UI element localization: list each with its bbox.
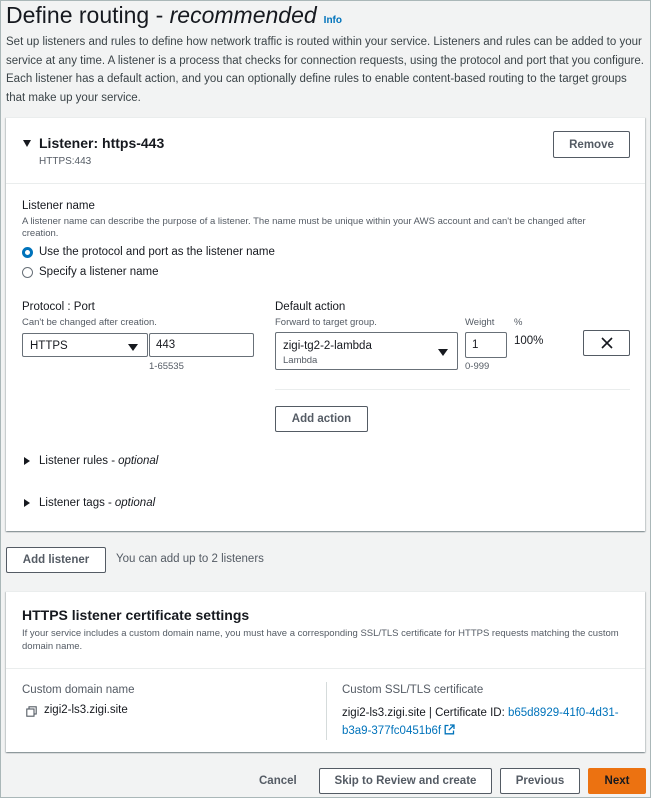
target-group-type: Lambda	[283, 355, 318, 366]
protocol-port-description: Can't be changed after creation.	[22, 317, 157, 328]
domain-value: zigi2-ls3.zigi.site	[44, 704, 128, 716]
remove-listener-button[interactable]: Remove	[553, 131, 630, 158]
radio-label: Specify a listener name	[39, 266, 159, 278]
certificate-divider	[6, 668, 645, 669]
certificate-title: HTTPS listener certificate settings	[22, 607, 250, 623]
caret-down-icon	[438, 349, 448, 356]
port-hint: 1-65535	[149, 361, 184, 372]
percent-label: %	[514, 317, 523, 328]
listener-title[interactable]: Listener: https-443	[39, 135, 165, 151]
percent-value: 100%	[514, 335, 544, 347]
certificate-panel	[6, 591, 645, 752]
info-link[interactable]: Info	[323, 15, 342, 26]
protocol-select[interactable]	[22, 333, 148, 357]
listener-rules-label: Listener rules -	[39, 455, 116, 467]
target-group-select[interactable]	[275, 332, 458, 370]
cancel-link[interactable]: Cancel	[259, 775, 297, 787]
caret-right-icon	[24, 499, 30, 507]
listener-limit-note: You can add up to 2 listeners	[116, 553, 264, 565]
add-listener-button[interactable]: Add listener	[6, 547, 106, 573]
listener-name-description: A listener name can describe the purpose of a listener. The name must be unique within your AWS account and can't be changed after creation.	[22, 216, 586, 239]
radio-specify-name[interactable]	[22, 266, 159, 278]
protocol-port-label: Protocol : Port	[22, 301, 95, 313]
skip-to-review-button[interactable]: Skip to Review and create	[319, 768, 492, 794]
radio-label: Use the protocol and port as the listener name	[39, 246, 275, 258]
optional-tag: optional	[114, 497, 156, 509]
listener-header	[6, 118, 645, 184]
certificate-prefix: zigi2-ls3.zigi.site | Certificate ID:	[342, 707, 508, 719]
protocol-value: HTTPS	[30, 340, 68, 352]
external-link-icon[interactable]	[444, 724, 455, 735]
certificate-id-link-cont[interactable]: b3a9-377fc0451b6f	[342, 725, 442, 737]
collapse-caret-icon[interactable]	[23, 140, 31, 147]
page-title	[6, 2, 342, 29]
certificate-label: Custom SSL/TLS certificate	[342, 684, 484, 696]
caret-right-icon	[24, 457, 30, 465]
certificate-value	[342, 704, 637, 740]
close-icon	[601, 337, 613, 349]
optional-tag: optional	[118, 455, 159, 467]
listener-panel	[6, 117, 645, 531]
listener-tags-label: Listener tags -	[39, 497, 112, 509]
previous-button[interactable]: Previous	[500, 768, 580, 794]
weight-input[interactable]: 1	[465, 332, 507, 358]
listener-name-label: Listener name	[22, 200, 95, 212]
default-action-label: Default action	[275, 301, 346, 313]
domain-label: Custom domain name	[22, 684, 135, 696]
add-action-button[interactable]: Add action	[275, 406, 368, 432]
copy-icon[interactable]	[26, 706, 37, 717]
default-action-description: Forward to target group.	[275, 317, 377, 328]
port-input[interactable]: 443	[149, 333, 254, 357]
radio-selected-icon[interactable]	[22, 247, 33, 258]
listener-rules-expander[interactable]	[24, 455, 158, 467]
page-title-text: Define routing - recommended	[6, 2, 317, 28]
next-button[interactable]: Next	[588, 768, 646, 794]
page-description: Set up listeners and rules to define how network traffic is routed within your service. Listeners and rules can be added to your service at any time. A listener is a process that checks for connection requests, using the protocol and port that you configure. Each listener has a default action, and you can optionally define rules to enable content-based routing to the target groups that make up your service.	[6, 36, 644, 104]
certificate-id-link[interactable]: b65d8929-41f0-4d31-	[507, 707, 619, 719]
radio-use-protocol-port[interactable]	[22, 246, 275, 258]
listener-subtitle: HTTPS:443	[39, 156, 92, 167]
weight-label: Weight	[465, 317, 495, 328]
weight-hint: 0-999	[465, 361, 490, 372]
listener-tags-expander[interactable]	[24, 497, 155, 509]
caret-down-icon	[128, 344, 138, 351]
column-divider	[326, 682, 327, 740]
radio-unselected-icon[interactable]	[22, 267, 33, 278]
remove-target-button[interactable]	[583, 330, 630, 356]
action-divider	[275, 389, 630, 390]
certificate-description: If your service includes a custom domain name, you must have a corresponding SSL/TLS certificate for HTTPS requests matching the custom domain name.	[22, 628, 619, 652]
target-group-value: zigi-tg2-2-lambda	[283, 340, 372, 352]
